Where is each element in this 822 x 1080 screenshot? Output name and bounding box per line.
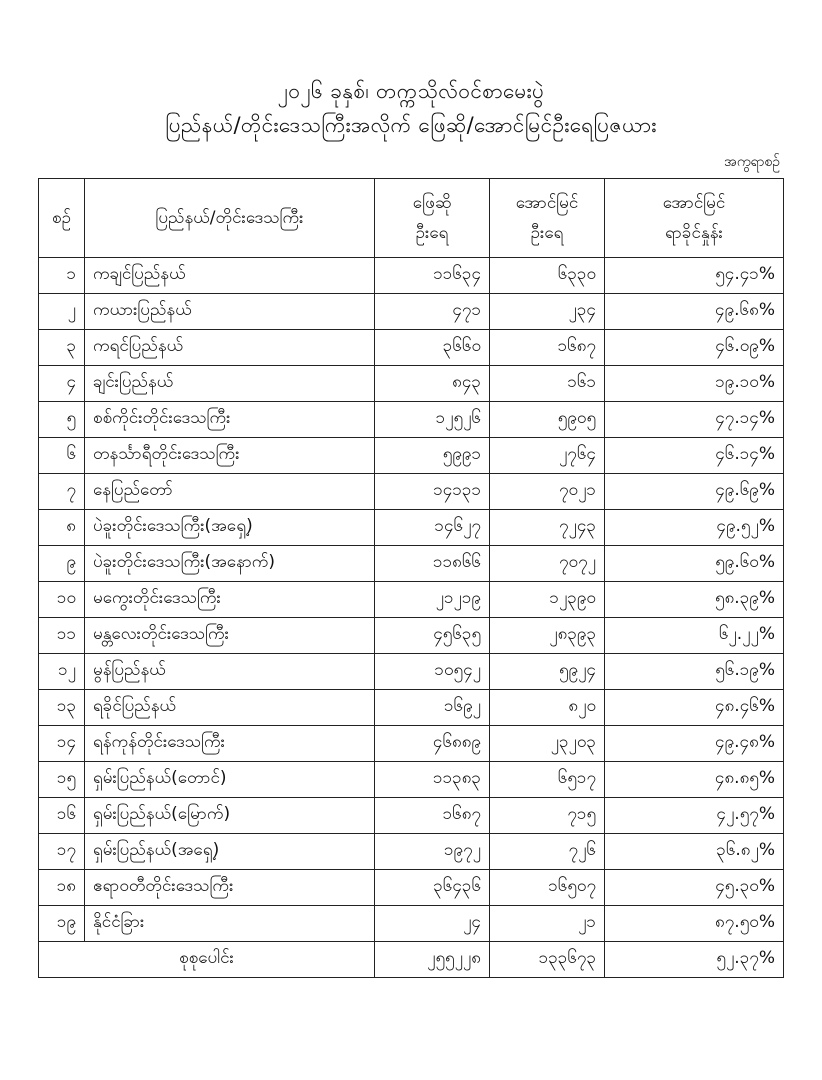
row-no: ၁၅	[39, 762, 85, 798]
row-rate: ၄၉.၅၂%	[605, 510, 784, 546]
row-region: နေပြည်တော်	[85, 474, 375, 510]
table-row	[39, 330, 784, 366]
unit-note: အကွရာစဉ်	[724, 154, 780, 170]
row-rate: ၈၇.၅၀%	[605, 906, 784, 942]
row-sat: ၁၂၅၂၆	[375, 402, 490, 438]
row-no: ၆	[39, 438, 85, 474]
row-region: ကချင်ပြည်နယ်	[85, 258, 375, 294]
header-region: ပြည်နယ်/တိုင်းဒေသကြီး	[85, 179, 375, 258]
row-sat: ၁၉၇၂	[375, 834, 490, 870]
row-rate: ၆၂.၂၂%	[605, 618, 784, 654]
row-sat: ၈၄၃	[375, 366, 490, 402]
row-no: ၉	[39, 546, 85, 582]
row-region: ရှမ်းပြည်နယ်(မြောက်)	[85, 798, 375, 834]
row-sat: ၃၆၄၃၆	[375, 870, 490, 906]
row-region: ရှမ်းပြည်နယ်(တောင်)	[85, 762, 375, 798]
table-row	[39, 798, 784, 834]
header-no: စဉ်	[39, 179, 85, 258]
row-rate: ၃၆.၈၂%	[605, 834, 784, 870]
row-sat: ၁၀၅၄၂	[375, 654, 490, 690]
row-rate: ၄၅.၃၀%	[605, 870, 784, 906]
row-sat: ၄၅၆၃၅	[375, 618, 490, 654]
row-passed: ၇၀၂၁	[490, 474, 605, 510]
row-sat: ၁၆၉၂	[375, 690, 490, 726]
row-no: ၁၉	[39, 906, 85, 942]
table-row	[39, 474, 784, 510]
table-row	[39, 582, 784, 618]
row-rate: ၄၉.၆၉%	[605, 474, 784, 510]
total-rate: ၅၂.၃၇%	[605, 942, 784, 978]
row-region: ကရင်ပြည်နယ်	[85, 330, 375, 366]
table-row	[39, 294, 784, 330]
header-passed	[490, 179, 605, 258]
row-region: မကွေးတိုင်းဒေသကြီး	[85, 582, 375, 618]
row-passed: ၂၈၃၉၃	[490, 618, 605, 654]
row-sat: ၂၄	[375, 906, 490, 942]
row-passed: ၁၆၈၇	[490, 330, 605, 366]
row-sat: ၃၆၆၀	[375, 330, 490, 366]
row-no: ၁	[39, 258, 85, 294]
row-rate: ၅၆.၁၉%	[605, 654, 784, 690]
row-region: ရန်ကုန်တိုင်းဒေသကြီး	[85, 726, 375, 762]
row-sat: ၁၁၃၈၃	[375, 762, 490, 798]
document-title: ၂၀၂၆ ခုနှစ်၊ တက္ကသိုလ်ဝင်စာမေးပွဲ	[277, 79, 545, 103]
table-row	[39, 654, 784, 690]
results-table	[38, 178, 784, 978]
table-row	[39, 402, 784, 438]
table-row	[39, 438, 784, 474]
row-region: ကယားပြည်နယ်	[85, 294, 375, 330]
row-passed: ၇၀၇၂	[490, 546, 605, 582]
row-passed: ၁၂၃၉၀	[490, 582, 605, 618]
row-no: ၃	[39, 330, 85, 366]
row-sat: ၁၆၈၇	[375, 798, 490, 834]
table-row	[39, 258, 784, 294]
total-row	[39, 942, 784, 978]
row-passed: ၇၂၄၃	[490, 510, 605, 546]
header-sat-line2: ဦးရေ	[415, 223, 449, 243]
table-row	[39, 726, 784, 762]
row-rate: ၄၉.၄၈%	[605, 726, 784, 762]
row-rate: ၄၆.၀၉%	[605, 330, 784, 366]
row-passed: ၅၉၀၅	[490, 402, 605, 438]
row-sat: ၁၁၆၃၄	[375, 258, 490, 294]
row-no: ၁၆	[39, 798, 85, 834]
row-rate: ၄၈.၈၅%	[605, 762, 784, 798]
row-passed: ၂၃၂၀၃	[490, 726, 605, 762]
header-rate-line2: ရာခိုင်နှုန်း	[665, 223, 723, 243]
row-passed: ၁၆၁	[490, 366, 605, 402]
row-region: ပဲခူးတိုင်းဒေသကြီး(အနောက်)	[85, 546, 375, 582]
table-row	[39, 546, 784, 582]
total-passed: ၁၃၃၆၇၃	[490, 942, 605, 978]
row-rate: ၅၉.၆၀%	[605, 546, 784, 582]
row-region: မန္တလေးတိုင်းဒေသကြီး	[85, 618, 375, 654]
row-rate: ၄၇.၁၄%	[605, 402, 784, 438]
row-passed: ၇၁၅	[490, 798, 605, 834]
table-row	[39, 834, 784, 870]
row-no: ၁၈	[39, 870, 85, 906]
row-passed: ၂၃၄	[490, 294, 605, 330]
row-no: ၁၀	[39, 582, 85, 618]
row-no: ၁၁	[39, 618, 85, 654]
row-region: နိုင်ငံခြား	[85, 906, 375, 942]
row-passed: ၁၆၅၀၇	[490, 870, 605, 906]
row-passed: ၂၁	[490, 906, 605, 942]
row-rate: ၄၆.၁၄%	[605, 438, 784, 474]
header-rate-line1: အောင်မြင်	[662, 193, 726, 213]
row-no: ၈	[39, 510, 85, 546]
row-sat: ၁၄၆၂၇	[375, 510, 490, 546]
row-sat: ၂၁၂၁၉	[375, 582, 490, 618]
header-row	[39, 179, 784, 258]
row-sat: ၁၄၁၃၁	[375, 474, 490, 510]
row-passed: ၂၇၆၄	[490, 438, 605, 474]
table-row	[39, 618, 784, 654]
row-region: ချင်းပြည်နယ်	[85, 366, 375, 402]
table-row	[39, 690, 784, 726]
document-subtitle: ပြည်နယ်/တိုင်းဒေသကြီးအလိုက် ဖြေဆို/အောင်မြင်ဦးရေပြဇယား	[165, 113, 657, 137]
row-rate: ၄၈.၄၆%	[605, 690, 784, 726]
header-sat	[375, 179, 490, 258]
row-sat: ၁၁၈၆၆	[375, 546, 490, 582]
row-region: တနင်္သာရီတိုင်းဒေသကြီး	[85, 438, 375, 474]
row-passed: ၅၉၂၄	[490, 654, 605, 690]
row-no: ၇	[39, 474, 85, 510]
table-row	[39, 510, 784, 546]
row-passed: ၈၂၀	[490, 690, 605, 726]
row-region: မွန်ပြည်နယ်	[85, 654, 375, 690]
row-passed: ၆၃၃၀	[490, 258, 605, 294]
row-no: ၄	[39, 366, 85, 402]
row-rate: ၄၂.၅၇%	[605, 798, 784, 834]
row-sat: ၄၆၈၈၉	[375, 726, 490, 762]
row-region: ရခိုင်ပြည်နယ်	[85, 690, 375, 726]
table-row	[39, 906, 784, 942]
header-passed-line1: အောင်မြင်	[515, 193, 579, 213]
row-region: ရှမ်းပြည်နယ်(အရှေ့)	[85, 834, 375, 870]
row-sat: ၄၇၁	[375, 294, 490, 330]
row-no: ၂	[39, 294, 85, 330]
header-rate	[605, 179, 784, 258]
total-sat: ၂၅၅၂၂၈	[375, 942, 490, 978]
row-no: ၅	[39, 402, 85, 438]
row-no: ၁၄	[39, 726, 85, 762]
row-passed: ၇၂၆	[490, 834, 605, 870]
table-row	[39, 762, 784, 798]
row-no: ၁၃	[39, 690, 85, 726]
row-no: ၁၇	[39, 834, 85, 870]
row-sat: ၅၉၉၁	[375, 438, 490, 474]
row-rate: ၄၉.၆၈%	[605, 294, 784, 330]
total-label: စုစုပေါင်း	[39, 942, 375, 978]
row-region: စစ်ကိုင်းတိုင်းဒေသကြီး	[85, 402, 375, 438]
row-region: ပဲခူးတိုင်းဒေသကြီး(အရှေ့)	[85, 510, 375, 546]
table-row	[39, 366, 784, 402]
row-rate: ၅၄.၄၁%	[605, 258, 784, 294]
row-region: ဧရာဝတီတိုင်းဒေသကြီး	[85, 870, 375, 906]
table-row	[39, 870, 784, 906]
row-no: ၁၂	[39, 654, 85, 690]
row-passed: ၆၅၁၇	[490, 762, 605, 798]
row-rate: ၁၉.၁၀%	[605, 366, 784, 402]
header-sat-line1: ဖြေဆို	[412, 193, 452, 213]
header-passed-line2: ဦးရေ	[530, 223, 564, 243]
row-rate: ၅၈.၃၉%	[605, 582, 784, 618]
